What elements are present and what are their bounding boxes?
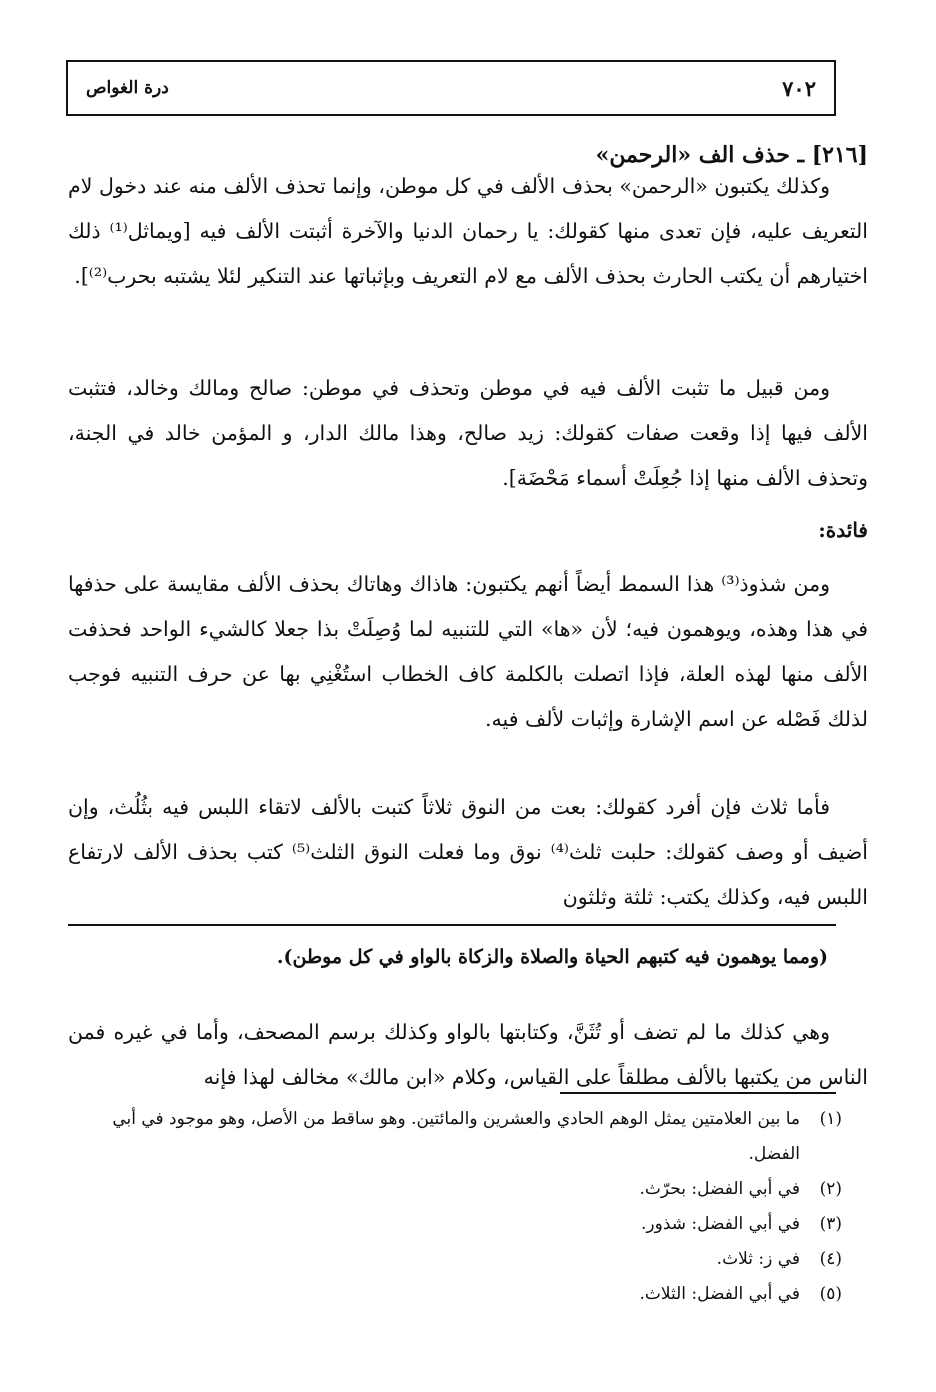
footnote-text: في أبي الفضل: شذور. [641, 1214, 800, 1234]
footnote-number: (٢) [819, 1179, 842, 1199]
footnote-number: (٥) [819, 1284, 842, 1304]
faida-heading: فائدة: [818, 518, 868, 542]
footnote-item [102, 1242, 842, 1277]
body-paragraph-4: فأما ثلاث فإن أفرد كقولك: بعت من النوق ثلاثاً كتبت بالألف لاتقاء اللبس فيه بثُلُث، وإن أضيف أو وصف كقولك: حلبت ثلث⁽⁴⁾ نوق وما فعلت النوق الثلث⁽⁵⁾ كتب بحذف الألف لارتفاع اللبس فيه، وكذلك يكتب: ثلثة وثلثون [68, 795, 868, 909]
body-paragraph-1: وكذلك يكتبون «الرحمن» بحذف الألف في كل موطن، وإنما تحذف الألف منه عند دخول لام التعريف عليه، فإن تعدى منها كقولك: يا رحمان الدنيا والآخرة أثبتت الألف فيه [ويماثل⁽¹⁾ ذلك اختيارهم أن يكتب الحارث بحذف الألف مع لام التعريف وبإثباتها عند التنكير لئلا يشتبه بحرب⁽²⁾]. [68, 174, 868, 288]
section-paragraph-1: وهي كذلك ما لم تضف أو تُثَنَّ، وكتابتها بالواو وكذلك برسم المصحف، وأما في غيره فمن الناس من يكتبها بالألف مطلقاً على القياس، وكلام «ابن مالك» مخالف لهذا فإنه [68, 1020, 868, 1089]
footnote-item [102, 1277, 842, 1312]
footnotes-list [102, 1102, 842, 1312]
footnote-number: (٣) [819, 1214, 842, 1234]
body-paragraph-2: ومن قبيل ما تثبت الألف فيه في موطن وتحذف في موطن: صالح ومالك وخالد، فتثبت الألف فيها إذا وقعت صفات كقولك: زيد صالح، وهذا مالك الدار، و المؤمن خالد في الجنة، وتحذف الألف منها إذا جُعِلَتْ أسماء مَحْضَة]. [68, 376, 868, 490]
footnote-item [102, 1172, 842, 1207]
section-title: (ومما يوهمون فيه كتبهم الحياة والصلاة والزكاة بالواو في كل موطن). [276, 946, 828, 968]
footnote-number: (١) [819, 1109, 842, 1129]
footnote-text: في أبي الفضل: الثلاث. [639, 1284, 800, 1304]
running-header [66, 60, 836, 116]
section-divider [68, 924, 836, 926]
footnote-text: ما بين العلامتين يمثل الوهم الحادي والعشرين والمائتين. وهو ساقط من الأصل، وهو موجود في أبي الفضل. [112, 1109, 800, 1164]
running-title: درة الغواص [86, 78, 169, 98]
footnote-text: في أبي الفضل: بحرّث. [639, 1179, 800, 1199]
footnote-item [102, 1102, 842, 1172]
footnote-text: في ز: ثلاث. [716, 1249, 800, 1269]
footnote-number: (٤) [819, 1249, 842, 1269]
footnote-item [102, 1207, 842, 1242]
footnote-separator [560, 1092, 836, 1094]
page-number: ٧٠٢ [782, 76, 816, 101]
body-paragraph-3: ومن شذوذ⁽³⁾ هذا السمط أيضاً أنهم يكتبون: هاذاك وهاتاك بحذف الألف مقايسة على حذفها في هذا وهذه، ويوهمون فيه؛ لأن «ها» التي للتنبيه لما وُصِلَتْ بذا جعلا كالشيء الواحد فحذفت الألف منها لهذه العلة، فإذا اتصلت بالكلمة كاف الخطاب استُغْنِي بها عن حرف التنبيه فوجب لذلك فَصْله عن اسم الإشارة وإثبات لألف فيه. [68, 572, 868, 731]
entry-title: [٢١٦] ـ حذف الف «الرحمن» [595, 142, 868, 168]
